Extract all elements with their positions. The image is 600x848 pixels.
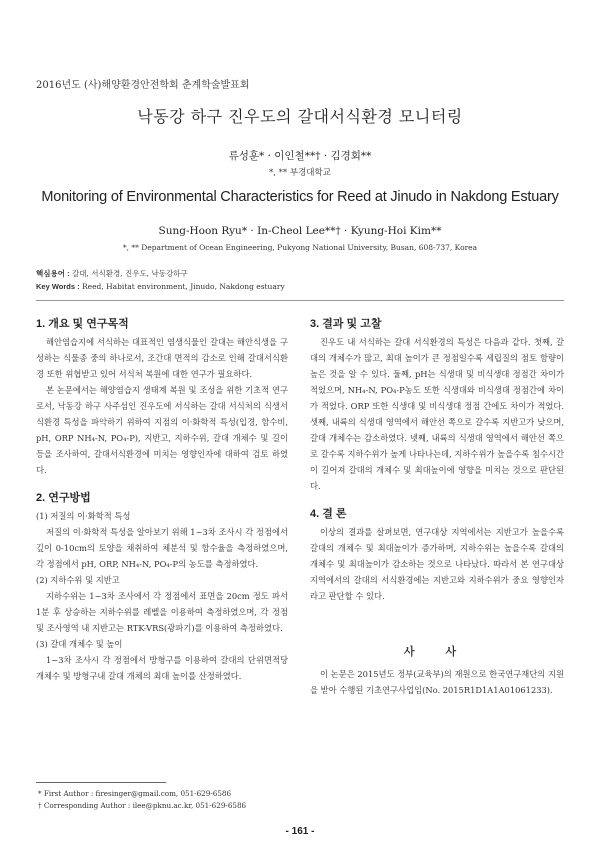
results-paragraph: 진우도 내 서식하는 갈대 서식환경의 특성은 다음과 같다. 첫째, 갈대의 개체수가 많고, 최대 높이가 큰 정점일수록 세립질의 점토 함량이 높은 것을 알 수 있다. 둘째, pH는 식생대 및 비식생대 정점간 차이가 적었으며, NH₄-N, PO₄-P농도 또한 식생대와 비식생대 정점간에 차이가 적었다. ORP 또한 식생대 및 비식생대 정점 간에도 차이가 적었다. 셋째, 내륙의 식생대 영역에서 해안선 쪽으로 갈수록 지반고가 낮으며, 갈대 개체수는 감소하였다. 넷째, 내륙의 식생대 영역에서 해안선 쪽으로 갈수록 지하수위가 높게 나타나는데, 지하수위가 높을수록 침수시간이 길어져 갈대의 개체수 및 최대높이에 영향을 미치는 것으로 판단된다. — [310, 337, 564, 491]
results-heading: 3. 결과 및 고찰 — [310, 318, 382, 330]
korean-authors: 류성훈* · 이인철**† · 김경회** — [228, 150, 372, 162]
methods-paragraph-2: 지하수위는 1~3차 조사에서 각 정점에서 표면을 20cm 정도 파서 1분 후 상승하는 지하수위를 레벨을 이용하여 측정하였으며, 각 정점 및 조사영역 내 지반고는 RTK-VRS(광파기)를 이용하여 측정하였다. — [36, 591, 288, 633]
english-authors: Sung-Hoon Ryu* · In-Cheol Lee**† · Kyung-Hoi Kim** — [158, 225, 442, 237]
page-number: - 161 - — [285, 826, 315, 837]
footnote-first-author: * First Author : firesinger@gmail.com, 051-629-6586 — [38, 789, 232, 798]
methods-heading: 2. 연구방법 — [36, 492, 91, 504]
acknowledgement-heading: 사 사 — [403, 646, 471, 658]
right-column — [310, 316, 564, 698]
korean-keywords — [36, 268, 188, 279]
conclusion-paragraph: 이상의 결과를 살펴보면, 연구대상 지역에서는 지반고가 높을수록 갈대의 개체수 및 최대높이가 증가하며, 지하수위는 높을수록 갈대의 개체수 및 최대높이가 감소하는 것으로 나타났다. 따라서 본 연구대상 지역에서의 갈대의 서식환경에는 지반고와 지하수위가 중요 영향인자라고 판단할 수 있다. — [310, 527, 564, 601]
english-keywords-label: Key Words : — [36, 282, 80, 291]
footnote-corresponding-author: † Corresponding Author : ilee@pknu.ac.kr, 051-629-6586 — [38, 801, 247, 810]
intro-paragraph-1: 해안염습지에 서식하는 대표적인 염생식물인 갈대는 해안식생을 구성하는 식물종 중의 하나로서, 조간대 면적의 감소로 인해 갈대서식환경 또한 위협받고 있어 서식처 복원에 대한 연구가 필요하다. — [36, 337, 288, 379]
methods-sub-3: (3) 갈대 개체수 및 높이 — [36, 639, 123, 649]
korean-title: 낙동강 하구 진우도의 갈대서식환경 모니터링 — [137, 107, 463, 126]
intro-heading: 1. 개요 및 연구목적 — [36, 318, 129, 330]
methods-sub-2: (2) 지하수위 및 지반고 — [36, 575, 120, 585]
footnote-divider — [36, 782, 166, 783]
korean-keywords-label: 핵심용어 : — [36, 269, 70, 278]
english-keywords-text: Reed, Habitat environment, Jinudo, Nakdong estuary — [79, 282, 285, 291]
korean-affiliation: *, ** 부경대학교 — [269, 168, 331, 178]
intro-paragraph-2: 본 논문에서는 해양염습지 생태계 복원 및 조성을 위한 기초적 연구로서, 낙동강 하구 사주섬인 진우도에 서식하는 갈대 서식처의 식생서식환경 특성을 파악하기 위하여 지점의 이·화학적 특성(입경, 함수비, pH, ORP NH₄-N, PO₄-P), 지반고, 지하수위, 갈대 개체수 및 길이 등을 조사하여, 갈대서식환경에 미치는 영향인자에 대하여 검토 하였다. — [36, 385, 288, 475]
methods-paragraph-3: 1~3차 조사시 각 정점에서 방형구를 이용하여 갈대의 단위면적당 개체수 및 방형구내 갈대 개체의 최대 높이를 산정하였다. — [36, 655, 288, 681]
methods-paragraph-1: 저질의 이·화학적 특성을 알아보기 위해 1~3차 조사시 각 정점에서 깊이 0-10cm의 토양을 채취하여 체분석 및 함수율을 측정하였으며, 각 정점에서 pH, ORP, NH₄-N, PO₄-P의 농도를 측정하였다. — [36, 527, 288, 569]
korean-keywords-text: 갈대, 서식환경, 진우도, 낙동강하구 — [69, 269, 188, 278]
english-title: Monitoring of Environmental Characteristics for Reed at Jinudo in Nakdong Estuary — [41, 189, 559, 205]
header-divider — [36, 300, 564, 301]
methods-sub-1: (1) 저질의 이·화학적 특성 — [36, 511, 131, 521]
conference-header: 2016년도 (사)해양환경안전학회 춘계학술발표회 — [36, 80, 250, 91]
english-affiliation: *, ** Department of Ocean Engineering, Pukyong National University, Busan, 608-737, Korea — [122, 243, 478, 252]
conclusion-heading: 4. 결 론 — [310, 508, 347, 520]
english-keywords — [36, 282, 285, 291]
acknowledgement-paragraph: 이 논문은 2015년도 정부(교육부)의 재원으로 한국연구재단의 지원을 받아 수행된 기초연구사업임(No. 2015R1D1A1A01061233). — [310, 669, 564, 695]
left-column — [36, 316, 288, 684]
